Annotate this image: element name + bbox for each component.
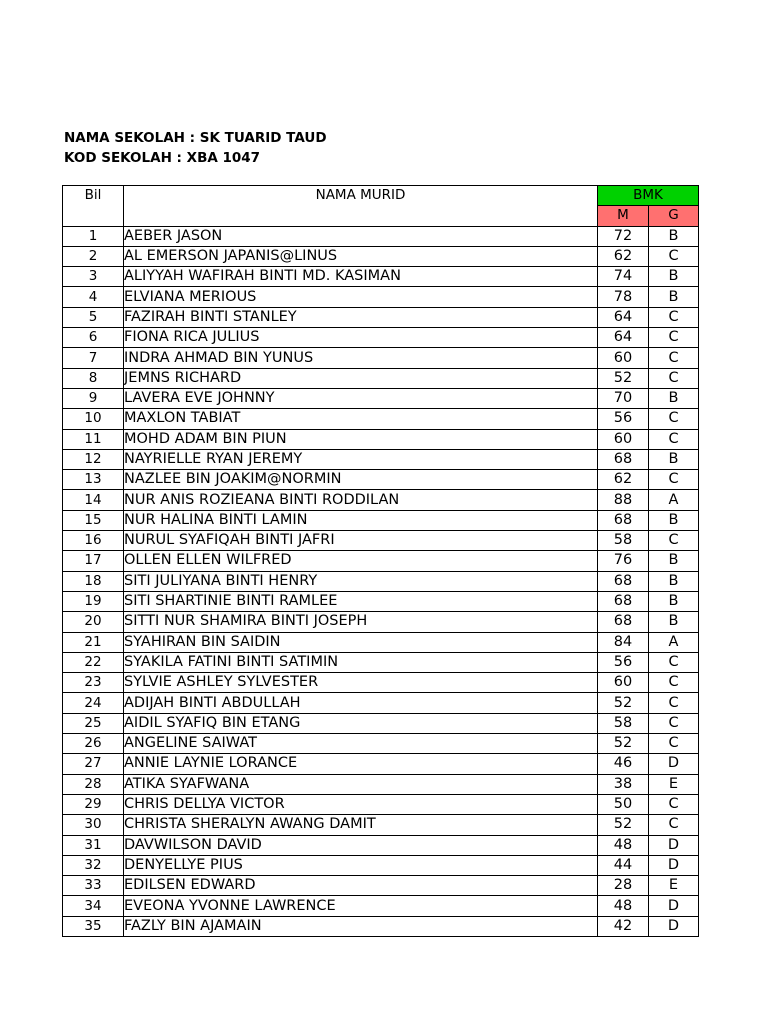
table-row xyxy=(63,632,699,652)
col-header-subject: BMK xyxy=(598,186,699,206)
marks-cell: 68 xyxy=(598,449,649,469)
table-row xyxy=(63,409,699,429)
marks-cell: 70 xyxy=(598,388,649,408)
marks-cell: 72 xyxy=(598,226,649,246)
table-row xyxy=(63,510,699,530)
grade-cell: C xyxy=(649,815,699,835)
school-code: KOD SEKOLAH : XBA 1047 xyxy=(64,150,261,166)
student-name: FAZIRAH BINTI STANLEY xyxy=(124,307,598,327)
grade-cell: C xyxy=(649,652,699,672)
marks-cell: 52 xyxy=(598,368,649,388)
grade-cell: C xyxy=(649,368,699,388)
row-number: 26 xyxy=(63,734,124,754)
grade-cell: B xyxy=(649,571,699,591)
row-number: 19 xyxy=(63,591,124,611)
student-name: JEMNS RICHARD xyxy=(124,368,598,388)
row-number: 22 xyxy=(63,652,124,672)
table-header xyxy=(63,186,699,227)
marks-cell: 46 xyxy=(598,754,649,774)
table-row xyxy=(63,673,699,693)
row-number: 8 xyxy=(63,368,124,388)
table-row xyxy=(63,226,699,246)
table-row xyxy=(63,470,699,490)
grade-cell: B xyxy=(649,388,699,408)
col-header-bil: Bil xyxy=(63,186,124,227)
row-number: 32 xyxy=(63,855,124,875)
student-name: FAZLY BIN AJAMAIN xyxy=(124,916,598,936)
row-number: 21 xyxy=(63,632,124,652)
marks-cell: 56 xyxy=(598,409,649,429)
student-name: SITTI NUR SHAMIRA BINTI JOSEPH xyxy=(124,612,598,632)
table-row xyxy=(63,896,699,916)
table-row xyxy=(63,713,699,733)
marks-cell: 52 xyxy=(598,693,649,713)
marks-cell: 56 xyxy=(598,652,649,672)
grade-cell: C xyxy=(649,328,699,348)
table-row xyxy=(63,287,699,307)
marks-cell: 68 xyxy=(598,510,649,530)
student-name: ANNIE LAYNIE LORANCE xyxy=(124,754,598,774)
grade-cell: C xyxy=(649,348,699,368)
grade-cell: B xyxy=(649,612,699,632)
student-name: SYLVIE ASHLEY SYLVESTER xyxy=(124,673,598,693)
marks-cell: 60 xyxy=(598,348,649,368)
student-name: AEBER JASON xyxy=(124,226,598,246)
student-name: INDRA AHMAD BIN YUNUS xyxy=(124,348,598,368)
table-row xyxy=(63,855,699,875)
student-name: MAXLON TABIAT xyxy=(124,409,598,429)
grade-cell: C xyxy=(649,794,699,814)
table-row xyxy=(63,551,699,571)
row-number: 31 xyxy=(63,835,124,855)
table-row xyxy=(63,835,699,855)
row-number: 12 xyxy=(63,449,124,469)
grade-cell: E xyxy=(649,876,699,896)
student-name: NURUL SYAFIQAH BINTI JAFRI xyxy=(124,531,598,551)
marks-cell: 64 xyxy=(598,328,649,348)
grade-cell: B xyxy=(649,267,699,287)
marks-cell: 42 xyxy=(598,916,649,936)
marks-cell: 62 xyxy=(598,470,649,490)
row-number: 34 xyxy=(63,896,124,916)
student-name: ELVIANA MERIOUS xyxy=(124,287,598,307)
student-name: AL EMERSON JAPANIS@LINUS xyxy=(124,246,598,266)
row-number: 16 xyxy=(63,531,124,551)
table-row xyxy=(63,916,699,936)
col-header-nama: NAMA MURID xyxy=(124,186,598,227)
student-name: CHRIS DELLYA VICTOR xyxy=(124,794,598,814)
student-name: CHRISTA SHERALYN AWANG DAMIT xyxy=(124,815,598,835)
grade-cell: C xyxy=(649,531,699,551)
row-number: 23 xyxy=(63,673,124,693)
grade-cell: C xyxy=(649,409,699,429)
marks-cell: 62 xyxy=(598,246,649,266)
student-name: NAZLEE BIN JOAKIM@NORMIN xyxy=(124,470,598,490)
marks-cell: 74 xyxy=(598,267,649,287)
grade-cell: C xyxy=(649,429,699,449)
grade-cell: C xyxy=(649,470,699,490)
marks-cell: 60 xyxy=(598,673,649,693)
row-number: 10 xyxy=(63,409,124,429)
student-name: NUR HALINA BINTI LAMIN xyxy=(124,510,598,530)
table-row xyxy=(63,754,699,774)
grade-cell: D xyxy=(649,835,699,855)
student-name: ADIJAH BINTI ABDULLAH xyxy=(124,693,598,713)
grade-cell: B xyxy=(649,510,699,530)
student-name: DENYELLYE PIUS xyxy=(124,855,598,875)
grade-cell: A xyxy=(649,632,699,652)
marks-cell: 28 xyxy=(598,876,649,896)
row-number: 25 xyxy=(63,713,124,733)
row-number: 11 xyxy=(63,429,124,449)
marks-cell: 68 xyxy=(598,571,649,591)
grade-cell: C xyxy=(649,734,699,754)
student-name: MOHD ADAM BIN PIUN xyxy=(124,429,598,449)
col-header-grade: G xyxy=(649,206,699,226)
table-row xyxy=(63,449,699,469)
student-name: OLLEN ELLEN WILFRED xyxy=(124,551,598,571)
row-number: 15 xyxy=(63,510,124,530)
marks-cell: 44 xyxy=(598,855,649,875)
table-row xyxy=(63,348,699,368)
table-row xyxy=(63,307,699,327)
marks-cell: 48 xyxy=(598,835,649,855)
grade-cell: D xyxy=(649,754,699,774)
table-row xyxy=(63,490,699,510)
marks-cell: 58 xyxy=(598,531,649,551)
row-number: 5 xyxy=(63,307,124,327)
marks-cell: 50 xyxy=(598,794,649,814)
row-number: 9 xyxy=(63,388,124,408)
row-number: 3 xyxy=(63,267,124,287)
grade-cell: C xyxy=(649,673,699,693)
row-number: 28 xyxy=(63,774,124,794)
grade-cell: B xyxy=(649,591,699,611)
grade-cell: B xyxy=(649,449,699,469)
table-row xyxy=(63,734,699,754)
marks-cell: 68 xyxy=(598,612,649,632)
table-row xyxy=(63,388,699,408)
student-name: SYAHIRAN BIN SAIDIN xyxy=(124,632,598,652)
table-row xyxy=(63,815,699,835)
row-number: 29 xyxy=(63,794,124,814)
student-name: FIONA RICA JULIUS xyxy=(124,328,598,348)
grade-cell: E xyxy=(649,774,699,794)
row-number: 18 xyxy=(63,571,124,591)
table-row xyxy=(63,774,699,794)
table-body xyxy=(63,226,699,936)
row-number: 6 xyxy=(63,328,124,348)
row-number: 7 xyxy=(63,348,124,368)
student-name: NUR ANIS ROZIEANA BINTI RODDILAN xyxy=(124,490,598,510)
student-name: AIDIL SYAFIQ BIN ETANG xyxy=(124,713,598,733)
grade-cell: D xyxy=(649,855,699,875)
table-row xyxy=(63,693,699,713)
row-number: 4 xyxy=(63,287,124,307)
table-row xyxy=(63,368,699,388)
row-number: 14 xyxy=(63,490,124,510)
table-row xyxy=(63,591,699,611)
grade-cell: B xyxy=(649,226,699,246)
grade-cell: B xyxy=(649,287,699,307)
document-header xyxy=(64,128,327,168)
student-name: EDILSEN EDWARD xyxy=(124,876,598,896)
grade-cell: C xyxy=(649,307,699,327)
row-number: 35 xyxy=(63,916,124,936)
marks-cell: 52 xyxy=(598,734,649,754)
table-row xyxy=(63,794,699,814)
marks-cell: 58 xyxy=(598,713,649,733)
row-number: 17 xyxy=(63,551,124,571)
table-row xyxy=(63,531,699,551)
row-number: 27 xyxy=(63,754,124,774)
marks-cell: 84 xyxy=(598,632,649,652)
student-name: SITI JULIYANA BINTI HENRY xyxy=(124,571,598,591)
table-row xyxy=(63,267,699,287)
marks-cell: 76 xyxy=(598,551,649,571)
row-number: 24 xyxy=(63,693,124,713)
grade-cell: D xyxy=(649,896,699,916)
row-number: 1 xyxy=(63,226,124,246)
student-name: NAYRIELLE RYAN JEREMY xyxy=(124,449,598,469)
student-name: DAVWILSON DAVID xyxy=(124,835,598,855)
row-number: 30 xyxy=(63,815,124,835)
col-header-marks: M xyxy=(598,206,649,226)
row-number: 2 xyxy=(63,246,124,266)
grade-cell: C xyxy=(649,693,699,713)
table-row xyxy=(63,246,699,266)
marks-cell: 78 xyxy=(598,287,649,307)
marks-cell: 68 xyxy=(598,591,649,611)
student-name: ALIYYAH WAFIRAH BINTI MD. KASIMAN xyxy=(124,267,598,287)
marks-cell: 38 xyxy=(598,774,649,794)
student-name: ATIKA SYAFWANA xyxy=(124,774,598,794)
student-name: ANGELINE SAIWAT xyxy=(124,734,598,754)
marks-cell: 64 xyxy=(598,307,649,327)
marks-cell: 52 xyxy=(598,815,649,835)
table-row xyxy=(63,876,699,896)
student-marks-table xyxy=(62,185,699,937)
marks-cell: 60 xyxy=(598,429,649,449)
row-number: 13 xyxy=(63,470,124,490)
grade-cell: B xyxy=(649,551,699,571)
table-row xyxy=(63,612,699,632)
marks-cell: 88 xyxy=(598,490,649,510)
table-row xyxy=(63,571,699,591)
student-name: LAVERA EVE JOHNNY xyxy=(124,388,598,408)
table-row xyxy=(63,652,699,672)
table-row xyxy=(63,429,699,449)
marks-cell: 48 xyxy=(598,896,649,916)
student-name: SYAKILA FATINI BINTI SATIMIN xyxy=(124,652,598,672)
student-name: EVEONA YVONNE LAWRENCE xyxy=(124,896,598,916)
table-row xyxy=(63,328,699,348)
student-name: SITI SHARTINIE BINTI RAMLEE xyxy=(124,591,598,611)
row-number: 33 xyxy=(63,876,124,896)
grade-cell: C xyxy=(649,713,699,733)
grade-cell: D xyxy=(649,916,699,936)
grade-cell: A xyxy=(649,490,699,510)
row-number: 20 xyxy=(63,612,124,632)
grade-cell: C xyxy=(649,246,699,266)
school-name: NAMA SEKOLAH : SK TUARID TAUD xyxy=(64,130,327,146)
